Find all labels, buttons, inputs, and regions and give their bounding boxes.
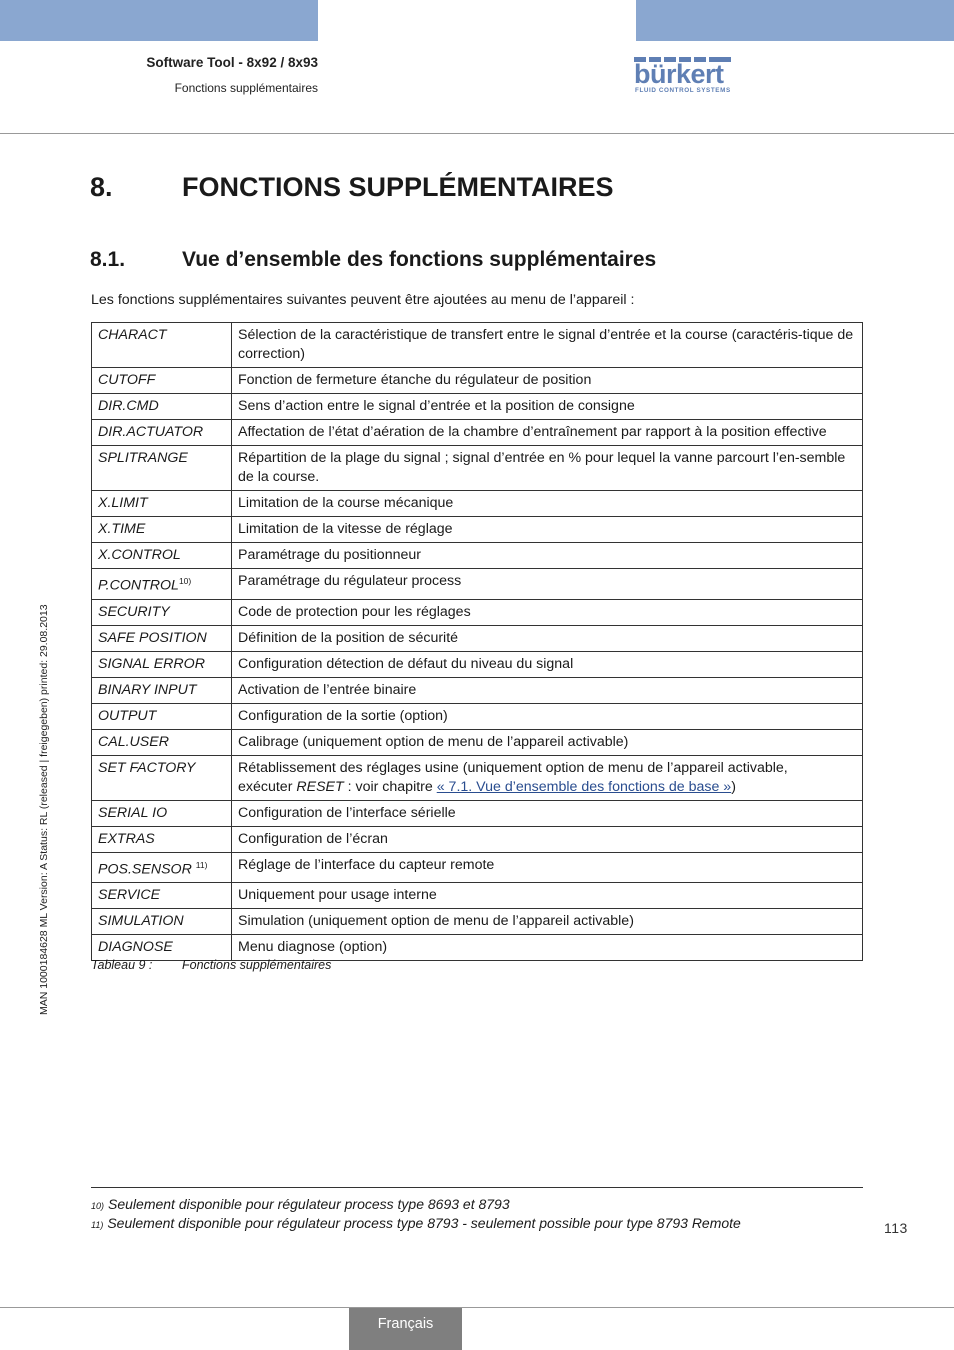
function-description-cell <box>232 755 863 800</box>
table-row <box>92 599 863 625</box>
header-color-bar-right <box>636 0 954 41</box>
function-name-cell <box>92 883 232 909</box>
function-name-cell <box>92 517 232 543</box>
description-text: : voir chapitre <box>343 778 437 795</box>
footnote-ref: 11) <box>195 859 208 870</box>
table-row <box>92 800 863 826</box>
function-name: SECURITY <box>98 603 170 620</box>
document-meta-vertical: MAN 1000184628 ML Version: A Status: RL (released | freigegeben) printed: 29.08.2013 <box>38 604 50 1015</box>
table-row <box>92 883 863 909</box>
function-description-cell <box>232 703 863 729</box>
function-name: DIR.ACTUATOR <box>98 424 204 440</box>
table-row <box>92 909 863 935</box>
table-row <box>92 491 863 517</box>
function-name: CAL.USER <box>98 733 169 750</box>
function-name: CHARACT <box>98 327 167 343</box>
function-name: SAFE POSITION <box>98 629 207 646</box>
function-description-cell <box>232 368 863 394</box>
table-caption <box>91 958 332 972</box>
logo-tagline: FLUID CONTROL SYSTEMS <box>635 87 731 94</box>
function-description-cell <box>232 323 863 368</box>
function-description: Code de protection pour les réglages <box>238 603 471 620</box>
function-description-cell <box>232 420 863 446</box>
function-name-cell <box>92 368 232 394</box>
functions-table <box>91 322 863 961</box>
burkert-logo <box>634 57 734 97</box>
function-name: X.TIME <box>98 521 146 537</box>
table-row <box>92 852 863 883</box>
footnote-10 <box>91 1196 510 1212</box>
table-row <box>92 446 863 491</box>
function-description: Fonction de fermeture étanche du régulateur de position <box>238 372 592 388</box>
function-description: Sélection de la caractéristique de transfert entre le signal d’entrée et la course (caractéris-tique de correction) <box>238 327 854 362</box>
function-description: Rétablissement des réglages usine (uniquement option de menu de l’appareil activable, <box>238 759 788 776</box>
footer-divider <box>0 1307 954 1308</box>
function-name: SPLITRANGE <box>98 450 188 466</box>
function-description-cell <box>232 517 863 543</box>
function-description: Limitation de la course mécanique <box>238 495 454 511</box>
function-description: Configuration détection de défaut du niveau du signal <box>238 655 574 672</box>
function-description-cell <box>232 729 863 755</box>
function-name-cell <box>92 651 232 677</box>
function-name-cell <box>92 599 232 625</box>
function-description-cell <box>232 883 863 909</box>
footnote-divider <box>91 1187 863 1188</box>
function-name-cell <box>92 755 232 800</box>
function-name-cell <box>92 569 232 600</box>
function-description-cell <box>232 599 863 625</box>
function-name-cell <box>92 323 232 368</box>
logo-wordmark: bürkert <box>634 59 724 89</box>
language-tab[interactable]: Français <box>349 1308 462 1350</box>
caption-title: Fonctions supplémentaires <box>182 958 332 972</box>
function-name: DIR.CMD <box>98 398 159 414</box>
function-description-cell <box>232 800 863 826</box>
table-row <box>92 651 863 677</box>
function-name-cell <box>92 677 232 703</box>
function-description-cell <box>232 625 863 651</box>
function-description-cell <box>232 826 863 852</box>
function-description-cell <box>232 651 863 677</box>
section-title: Vue d’ensemble des fonctions supplémentaires <box>182 248 657 271</box>
function-name: BINARY INPUT <box>98 681 197 698</box>
function-name-cell <box>92 852 232 883</box>
function-description: Configuration de la sortie (option) <box>238 707 448 724</box>
table-row <box>92 517 863 543</box>
table-row <box>92 625 863 651</box>
function-name: X.CONTROL <box>98 547 181 563</box>
function-description: Calibrage (uniquement option de menu de l’appareil activable) <box>238 733 629 750</box>
chapter-title: FONCTIONS SUPPLÉMENTAIRES <box>182 172 614 202</box>
function-name: SIMULATION <box>98 913 184 930</box>
intro-paragraph: Les fonctions supplémentaires suivantes peuvent être ajoutées au menu de l’appareil : <box>91 292 635 308</box>
function-name-cell <box>92 729 232 755</box>
function-description: Paramétrage du positionneur <box>238 547 421 563</box>
function-name: DIAGNOSE <box>98 939 173 956</box>
function-name: OUTPUT <box>98 707 157 724</box>
function-description-cell <box>232 446 863 491</box>
function-name: X.LIMIT <box>98 495 148 511</box>
page-number: 113 <box>884 1220 908 1236</box>
function-description: Simulation (uniquement option de menu de l’appareil activable) <box>238 913 634 930</box>
table-row <box>92 826 863 852</box>
footnote-mark: 11) <box>91 1220 104 1230</box>
function-name-cell <box>92 826 232 852</box>
header-divider <box>0 133 954 134</box>
function-description-cell <box>232 909 863 935</box>
function-name-cell <box>92 446 232 491</box>
function-description: Configuration de l’écran <box>238 830 388 847</box>
function-name: POS.SENSOR <box>98 861 192 878</box>
function-name-cell <box>92 800 232 826</box>
description-text: ) <box>731 778 736 795</box>
function-description: Uniquement pour usage interne <box>238 887 437 904</box>
function-name: SIGNAL ERROR <box>98 655 205 672</box>
function-name-cell <box>92 420 232 446</box>
function-name-cell <box>92 543 232 569</box>
table-row <box>92 368 863 394</box>
table-row <box>92 394 863 420</box>
footnote-mark: 10) <box>91 1201 105 1211</box>
function-name-cell <box>92 394 232 420</box>
chapter-link[interactable]: « 7.1. Vue d’ensemble des fonctions de base » <box>436 778 732 795</box>
function-name: EXTRAS <box>98 830 155 847</box>
function-name: SET FACTORY <box>98 759 196 776</box>
table-row <box>92 677 863 703</box>
function-description-cell <box>232 394 863 420</box>
function-name-cell <box>92 625 232 651</box>
function-description: Configuration de l’interface sérielle <box>238 804 456 821</box>
table-row <box>92 729 863 755</box>
function-description: Menu diagnose (option) <box>238 939 388 956</box>
reset-term: RESET <box>296 778 344 795</box>
table-row <box>92 755 863 800</box>
chapter-number: 8. <box>90 172 113 202</box>
section-number: 8.1. <box>90 248 126 271</box>
table-row <box>92 543 863 569</box>
header-color-bar-left <box>0 0 318 41</box>
doc-title: Software Tool - 8x92 / 8x93 <box>146 55 318 70</box>
function-name: SERVICE <box>98 887 161 904</box>
function-description: Réglage de l’interface du capteur remote <box>238 856 495 873</box>
footnote-11 <box>91 1215 741 1231</box>
footnote-ref: 10) <box>178 576 192 586</box>
doc-subtitle: Fonctions supplémentaires <box>174 81 318 95</box>
function-description: Sens d’action entre le signal d’entrée et la position de consigne <box>238 398 635 414</box>
footnote-text: Seulement disponible pour régulateur process type 8693 et 8793 <box>108 1196 510 1212</box>
footnote-text: Seulement disponible pour régulateur process type 8793 - seulement possible pour type 8793 Remote <box>107 1215 741 1231</box>
table-row <box>92 569 863 600</box>
function-description-cell <box>232 543 863 569</box>
table-row <box>92 420 863 446</box>
function-name-cell <box>92 491 232 517</box>
function-description: Limitation de la vitesse de réglage <box>238 521 453 537</box>
function-name-cell <box>92 703 232 729</box>
caption-label: Tableau 9 : <box>91 958 153 972</box>
function-name: CUTOFF <box>98 372 156 388</box>
function-description: Définition de la position de sécurité <box>238 629 459 646</box>
function-description: Répartition de la plage du signal ; signal d’entrée en % pour lequel la vanne parcourt l’en-semble de la course. <box>238 450 846 485</box>
function-description-cell <box>232 852 863 883</box>
function-name: P.CONTROL <box>98 577 179 594</box>
table-row <box>92 703 863 729</box>
function-name: SERIAL IO <box>98 804 168 821</box>
function-name-cell <box>92 909 232 935</box>
function-description-cell <box>232 569 863 600</box>
description-text: exécuter <box>238 778 297 795</box>
function-description-cell <box>232 677 863 703</box>
function-description: Affectation de l’état d’aération de la chambre d’entraînement par rapport à la position effective <box>238 424 827 440</box>
function-description: Activation de l’entrée binaire <box>238 681 417 698</box>
table-row <box>92 323 863 368</box>
function-description: Paramétrage du régulateur process <box>238 573 462 589</box>
function-description-cell <box>232 491 863 517</box>
